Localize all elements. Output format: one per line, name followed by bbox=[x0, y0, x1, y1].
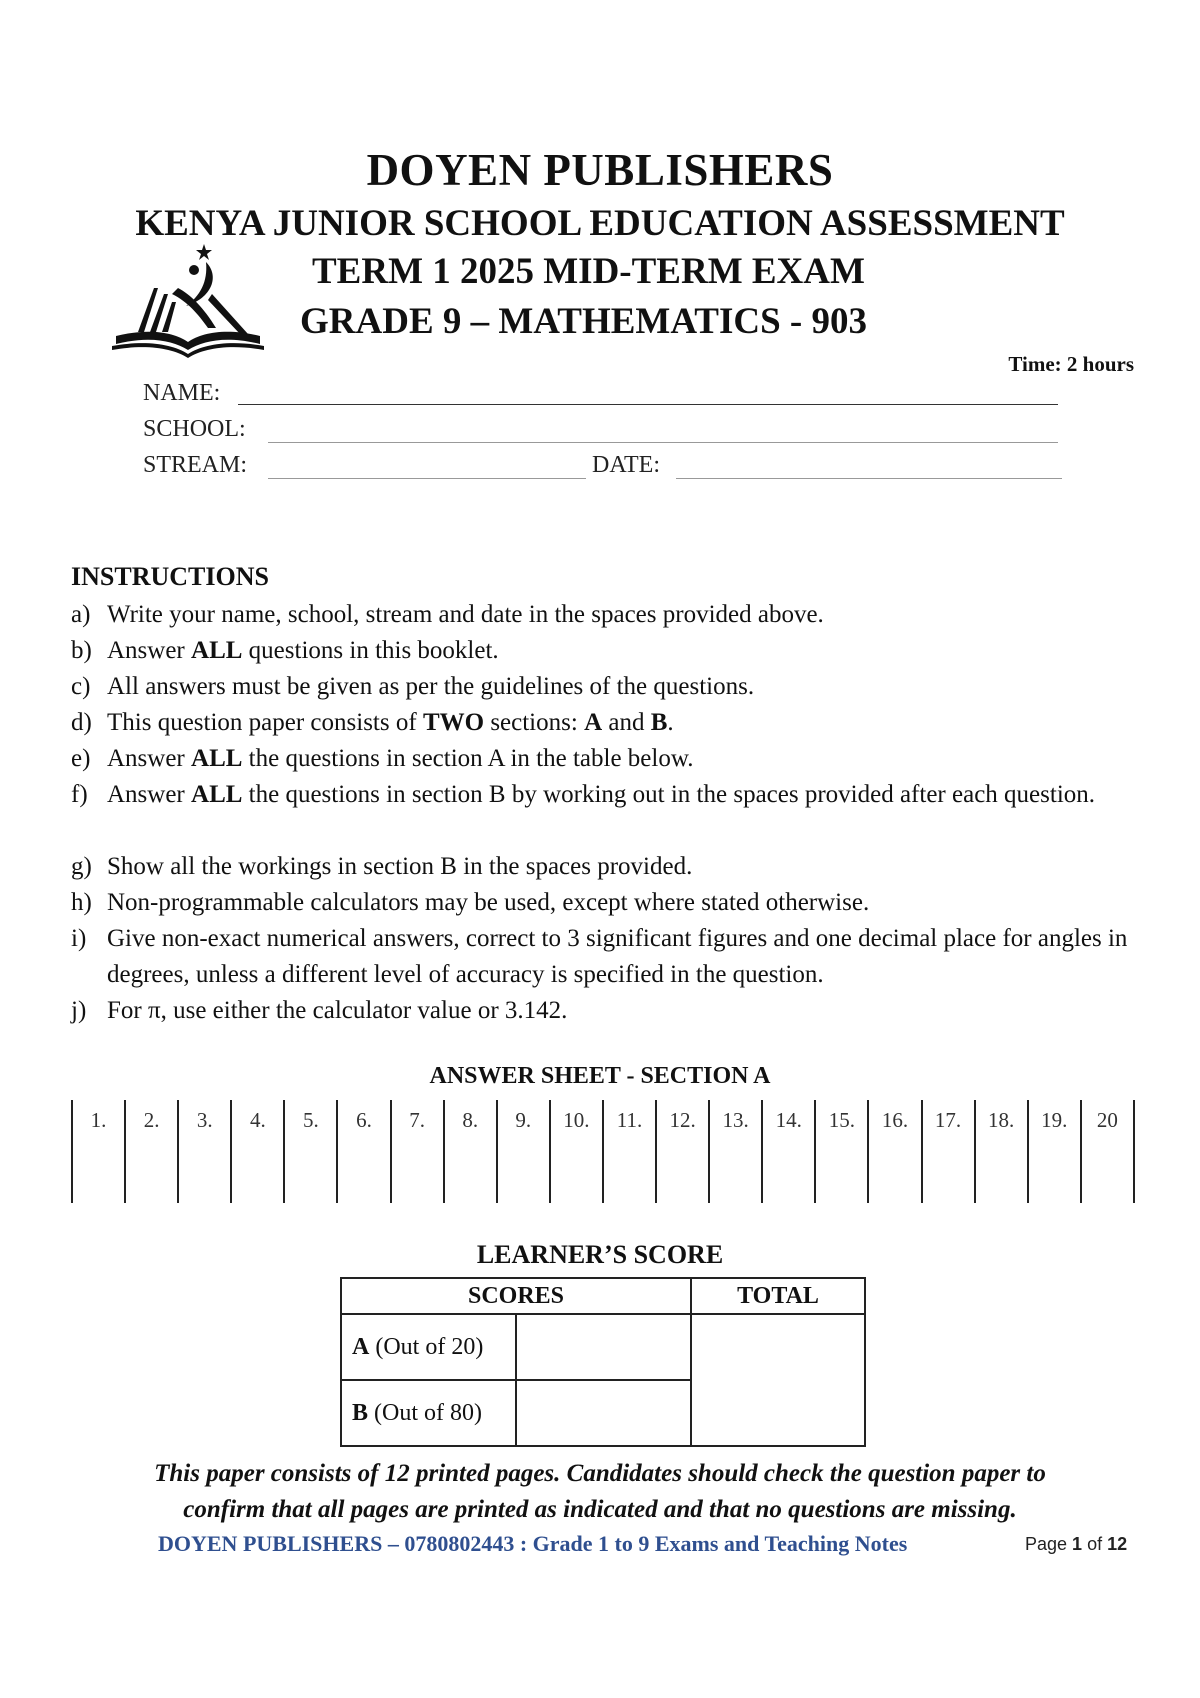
answer-box-row bbox=[72, 1153, 1134, 1203]
instruction-letter: g) bbox=[71, 853, 92, 880]
instruction-text: Non-programmable calculators may be used, except where stated otherwise. bbox=[107, 889, 870, 916]
answer-number-cell: 20 bbox=[1081, 1100, 1134, 1153]
instruction-letter: a) bbox=[71, 601, 91, 628]
answer-box[interactable] bbox=[922, 1153, 975, 1203]
date-label: DATE: bbox=[592, 452, 660, 478]
answer-box[interactable] bbox=[975, 1153, 1028, 1203]
assessment-title: KENYA JUNIOR SCHOOL EDUCATION ASSESSMENT bbox=[135, 203, 1065, 244]
section-a-out-of: (Out of 20) bbox=[369, 1333, 484, 1360]
date-field[interactable] bbox=[676, 478, 1062, 479]
answer-box[interactable] bbox=[1028, 1153, 1081, 1203]
answer-box[interactable] bbox=[337, 1153, 390, 1203]
answer-box[interactable] bbox=[709, 1153, 762, 1203]
answer-number-cell: 17. bbox=[922, 1100, 975, 1153]
learner-score-heading: LEARNER’S SCORE bbox=[476, 1240, 724, 1269]
answer-box[interactable] bbox=[178, 1153, 231, 1203]
answer-number-cell: 15. bbox=[815, 1100, 868, 1153]
section-a-score-cell[interactable] bbox=[516, 1314, 691, 1380]
section-a-score-label bbox=[341, 1314, 516, 1380]
instruction-emphasis: ALL bbox=[191, 781, 243, 808]
instruction-text: Give non-exact numerical answers, correct to 3 significant figures and one decimal place for angles in degrees, unless a different level of accuracy is specified in the question. bbox=[107, 925, 1128, 988]
answer-sheet-table bbox=[71, 1100, 1135, 1203]
instruction-text: questions in this booklet. bbox=[242, 637, 499, 664]
stream-field[interactable] bbox=[268, 478, 586, 479]
exam-duration: Time: 2 hours bbox=[1008, 352, 1134, 376]
grade-title: GRADE 9 – MATHEMATICS - 903 bbox=[300, 301, 867, 342]
instruction-emphasis: A bbox=[584, 709, 603, 736]
answer-number-cell: 4. bbox=[231, 1100, 284, 1153]
instruction-letter: d) bbox=[71, 709, 92, 736]
learner-score-table bbox=[340, 1277, 866, 1447]
instruction-text: the questions in section B by working out in the spaces provided after each question. bbox=[242, 781, 1096, 808]
instruction-letter: j) bbox=[71, 997, 87, 1024]
page-number bbox=[1025, 1534, 1127, 1555]
answer-box[interactable] bbox=[656, 1153, 709, 1203]
answer-box[interactable] bbox=[391, 1153, 444, 1203]
total-pages: 12 bbox=[1107, 1534, 1128, 1554]
answer-number-cell: 7. bbox=[391, 1100, 444, 1153]
answer-number-cell: 18. bbox=[975, 1100, 1028, 1153]
page-count-note-line: This paper consists of 12 printed pages. Candidates should check the question paper to bbox=[154, 1460, 1046, 1487]
instruction-text: the questions in section A in the table below. bbox=[242, 745, 694, 772]
page-count-note bbox=[0, 1456, 1200, 1528]
school-label: SCHOOL: bbox=[143, 416, 246, 442]
page-count-note-line: confirm that all pages are printed as indicated and that no questions are missing. bbox=[183, 1496, 1017, 1523]
answer-box[interactable] bbox=[444, 1153, 497, 1203]
answer-number-cell: 9. bbox=[497, 1100, 550, 1153]
total-score-cell[interactable] bbox=[691, 1314, 865, 1446]
answer-number-cell: 10. bbox=[550, 1100, 603, 1153]
instruction-text: Answer bbox=[107, 745, 192, 772]
answer-box[interactable] bbox=[72, 1153, 125, 1203]
instruction-text: and bbox=[602, 709, 651, 736]
answer-number-cell: 5. bbox=[284, 1100, 337, 1153]
publisher-title: DOYEN PUBLISHERS bbox=[366, 145, 834, 195]
instructions-heading: INSTRUCTIONS bbox=[71, 562, 269, 591]
answer-number-cell: 2. bbox=[125, 1100, 178, 1153]
instruction-letter: f) bbox=[71, 781, 88, 808]
section-b-letter: B bbox=[352, 1399, 369, 1426]
instruction-letter: h) bbox=[71, 889, 92, 916]
answer-number-cell: 11. bbox=[603, 1100, 656, 1153]
section-a-letter: A bbox=[352, 1333, 370, 1360]
answer-number-row bbox=[72, 1100, 1134, 1153]
instruction-text: Write your name, school, stream and date in the spaces provided above. bbox=[107, 601, 824, 628]
instruction-letter: i) bbox=[71, 925, 87, 952]
instruction-text: All answers must be given as per the guidelines of the questions. bbox=[107, 673, 755, 700]
scores-header: SCORES bbox=[341, 1278, 691, 1314]
answer-sheet-heading: ANSWER SHEET - SECTION A bbox=[429, 1063, 771, 1089]
instruction-emphasis: ALL bbox=[191, 637, 243, 664]
section-b-score-cell[interactable] bbox=[516, 1380, 691, 1446]
instruction-text: Answer bbox=[107, 781, 192, 808]
stream-label: STREAM: bbox=[143, 452, 248, 478]
answer-box[interactable] bbox=[497, 1153, 550, 1203]
answer-box[interactable] bbox=[231, 1153, 284, 1203]
instruction-letter: e) bbox=[71, 745, 91, 772]
name-field[interactable] bbox=[238, 404, 1058, 405]
answer-box[interactable] bbox=[762, 1153, 815, 1203]
answer-box[interactable] bbox=[868, 1153, 921, 1203]
footer-publisher-info: DOYEN PUBLISHERS – 0780802443 : Grade 1 to 9 Exams and Teaching Notes bbox=[158, 1531, 908, 1556]
page-prefix: Page bbox=[1025, 1534, 1073, 1554]
answer-box[interactable] bbox=[284, 1153, 337, 1203]
instruction-emphasis: TWO bbox=[422, 709, 485, 736]
instruction-text: Show all the workings in section B in the spaces provided. bbox=[107, 853, 693, 880]
answer-number-cell: 6. bbox=[337, 1100, 390, 1153]
section-b-out-of: (Out of 80) bbox=[368, 1399, 482, 1426]
publisher-logo-icon bbox=[108, 236, 268, 362]
instruction-text: sections: bbox=[484, 709, 585, 736]
page-mid: of bbox=[1082, 1534, 1108, 1554]
instruction-text: This question paper consists of bbox=[107, 709, 423, 736]
answer-box[interactable] bbox=[1081, 1153, 1134, 1203]
answer-number-cell: 19. bbox=[1028, 1100, 1081, 1153]
total-header: TOTAL bbox=[691, 1278, 865, 1314]
answer-number-cell: 16. bbox=[868, 1100, 921, 1153]
answer-number-cell: 14. bbox=[762, 1100, 815, 1153]
answer-box[interactable] bbox=[550, 1153, 603, 1203]
answer-box[interactable] bbox=[815, 1153, 868, 1203]
answer-number-cell: 3. bbox=[178, 1100, 231, 1153]
answer-number-cell: 8. bbox=[444, 1100, 497, 1153]
school-field[interactable] bbox=[268, 442, 1058, 443]
instruction-emphasis: ALL bbox=[191, 745, 243, 772]
term-title: TERM 1 2025 MID-TERM EXAM bbox=[312, 251, 865, 292]
instruction-text: Answer bbox=[107, 637, 192, 664]
instruction-text: . bbox=[667, 709, 674, 736]
instruction-letter: b) bbox=[71, 637, 92, 664]
instruction-text: For π, use either the calculator value or 3.142. bbox=[107, 997, 568, 1024]
answer-box[interactable] bbox=[125, 1153, 178, 1203]
section-b-score-label bbox=[341, 1380, 516, 1446]
answer-number-cell: 13. bbox=[709, 1100, 762, 1153]
name-label: NAME: bbox=[143, 380, 221, 406]
answer-number-cell: 1. bbox=[72, 1100, 125, 1153]
instruction-letter: c) bbox=[71, 673, 91, 700]
instruction-emphasis: B bbox=[650, 709, 668, 736]
answer-number-cell: 12. bbox=[656, 1100, 709, 1153]
current-page: 1 bbox=[1072, 1534, 1083, 1554]
answer-box[interactable] bbox=[603, 1153, 656, 1203]
